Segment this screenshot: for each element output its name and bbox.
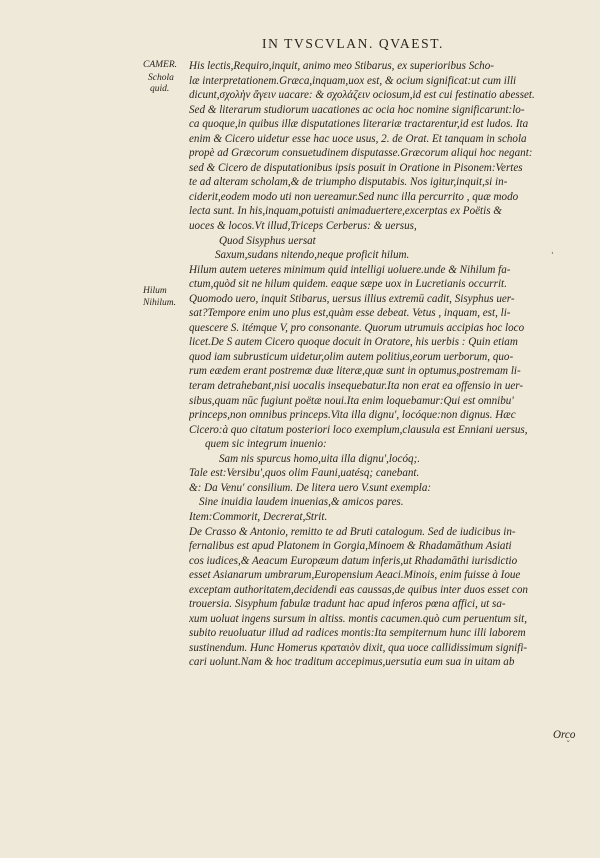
main-text	[189, 59, 581, 670]
text-line: Sed & literarum studiorum uacationes ac ocia hoc nomine significarunt:lo-	[189, 103, 525, 116]
text-line: propè ad Græcorum consuetudinem disputasse.Græcorum aliqui hoc negant:	[189, 147, 533, 160]
text-line: te ad alteram scholam,& de triumpho disputabis. Nos igitur,inquit,si in-	[189, 176, 508, 189]
text-line: uoces & locos.Vt illud,Triceps Cerberus: & uersus,	[189, 220, 417, 233]
running-head: IN TVSCVLAN. QVAEST.	[262, 36, 445, 51]
text-line: fernalibus est apud Platonem in Gorgia,Minoem & Rhadamāthum Asiati	[189, 540, 512, 553]
text-line: His lectis,Requiro,inquit, animo meo Stibarus, ex superioribus Scho-	[189, 60, 494, 72]
text-line: princeps,non omnibus princeps.Vita illa dignu', locóque:non dignus. Hæc	[189, 409, 516, 422]
text-line: sibus,quam nūc fugiunt poëtæ noui.Ita enim loquebamur:Qui est omnibu'	[189, 394, 514, 407]
text-line: enim & Cicero uidetur esse hac uoce usus, 2. de Orat. Et tanquam in schola	[189, 132, 527, 145]
text-line: esset Asianarum umbrarum,Europensium Aeaci.Minois, enim fuisse à Ioue	[189, 569, 521, 582]
text-line: trouersia. Sisyphum fabulæ tradunt hac apud inferos pœna affici, ut sa-	[189, 598, 506, 611]
text-line: quem sic integrum inuenio:	[205, 438, 327, 451]
text-line: cari uolunt.Nam & hoc traditum accepimus,uersutia eum sua in uitam ab	[189, 656, 515, 669]
text-line: exceptam authoritatem,decidendi eas caussas,de quibus inter duos esset con	[189, 583, 528, 596]
margin-note-camer: CAMER.	[143, 60, 178, 70]
text-line: lecta sunt. In his,inquam,potuisti animaduertere,excerptas ex Poëtis &	[189, 205, 502, 218]
text-line: Cicero:à quo citatum posteriori loco exemplum,clausula est Enniani uersus,	[189, 423, 528, 436]
text-line: licet.De S autem Cicero quoque docuit in Oratore, his uerbis : Quin etiam	[189, 336, 518, 349]
verse-line: Saxum,sudans nitendo,neque proficit hilum.	[215, 249, 410, 262]
margin-note-hilum: Hilum	[143, 286, 167, 296]
text-line: sat?Tempore enim uno plus est,quàm esse debeat. Vetus , inquam, est, li-	[189, 307, 511, 320]
margin-note-nihilum: Nihilum.	[143, 298, 176, 308]
text-line: De Crasso & Antonio, remitto te ad Bruti catalogum. Sed de iudicibus in-	[189, 525, 516, 538]
text-line: ca quoque,in quibus illæ disputationes literariæ tractarentur,id est ludos. Ita	[189, 118, 529, 131]
catchword: Orco	[553, 729, 576, 741]
text-line: ciderit,eodem modo uti non uereamur.Sed nunc illa percurrito , quæ modo	[189, 190, 519, 203]
text-line: &: Da Venu' consilium. De litera uero V.sunt exempla:	[189, 481, 432, 494]
text-line: ctum,quòd sit ne hilum quidem. eaque sæpe uox in Lucretianis occurrit.	[189, 278, 507, 291]
text-line: rum eædem erant postremæ duæ literæ,quæ sunt in optumus,postremam li-	[189, 365, 521, 378]
ink-mark: ˈ	[551, 252, 554, 262]
text-line: sustinendum. Hunc Homerus κραταιὸν dixit, qua uoce callidissimum signifi-	[189, 641, 528, 654]
text-line: quod iam subrusticum uidetur,olim autem politius,eorum uerborum, quo-	[189, 350, 514, 363]
margin-note-schola: Schola	[148, 73, 174, 83]
verse-line: Quod Sisyphus uersat	[219, 234, 316, 247]
text-line: dicunt,σχολὴν ἄγειν uacare: & σχολάζειν ociosum,id est cui festinatio abesset.	[189, 89, 535, 102]
margin-note-quid: quid.	[150, 84, 170, 94]
text-line: Tale est:Versibu',quos olim Fauni,uatésq; canebant.	[189, 467, 420, 480]
text-line: quescere S. itémque V, pro consonante. Quorum utrumuis accipias hoc loco	[189, 321, 525, 334]
text-line: teram detrahebant,nisi uocalis insequebatur.Ita non erat ea offensio in uer-	[189, 380, 524, 393]
text-line: Hilum autem ueteres minimum quid intelligi uoluere.unde & Nihilum fa-	[189, 263, 511, 276]
ink-mark: ˇ	[566, 741, 571, 751]
text-line: xum uoluat ingens sursum in altiss. montis cacumen.quò cum peruentum sit,	[189, 612, 528, 625]
text-line: Item:Commorit, Decrerat,Strit.	[189, 510, 328, 523]
text-line: sed & Cicero de disputationibus ipsis posuit in Oratione in Pisonem:Vertes	[189, 161, 523, 174]
text-line: subito reuoluatur illud ad radices montis:Ita sempiternum hunc illi laborem	[189, 627, 526, 640]
verse-line: Sine inuidia laudem inuenias,& amicos pares.	[199, 496, 404, 509]
text-line: Quomodo uero, inquit Stibarus, uersus illius extremū cadit, Sisyphus uer-	[189, 292, 515, 305]
verse-line: Sam nis spurcus homo,uita illa dignu',locóq;.	[219, 452, 421, 465]
text-line: cos iudices,& Aeacum Europæum datum inferis,ut Rhadamāthi iurisdictio	[189, 554, 518, 567]
text-line: læ interpretationem.Græca,inquam,uox est, & ocium significat:ut cum illi	[189, 74, 517, 87]
